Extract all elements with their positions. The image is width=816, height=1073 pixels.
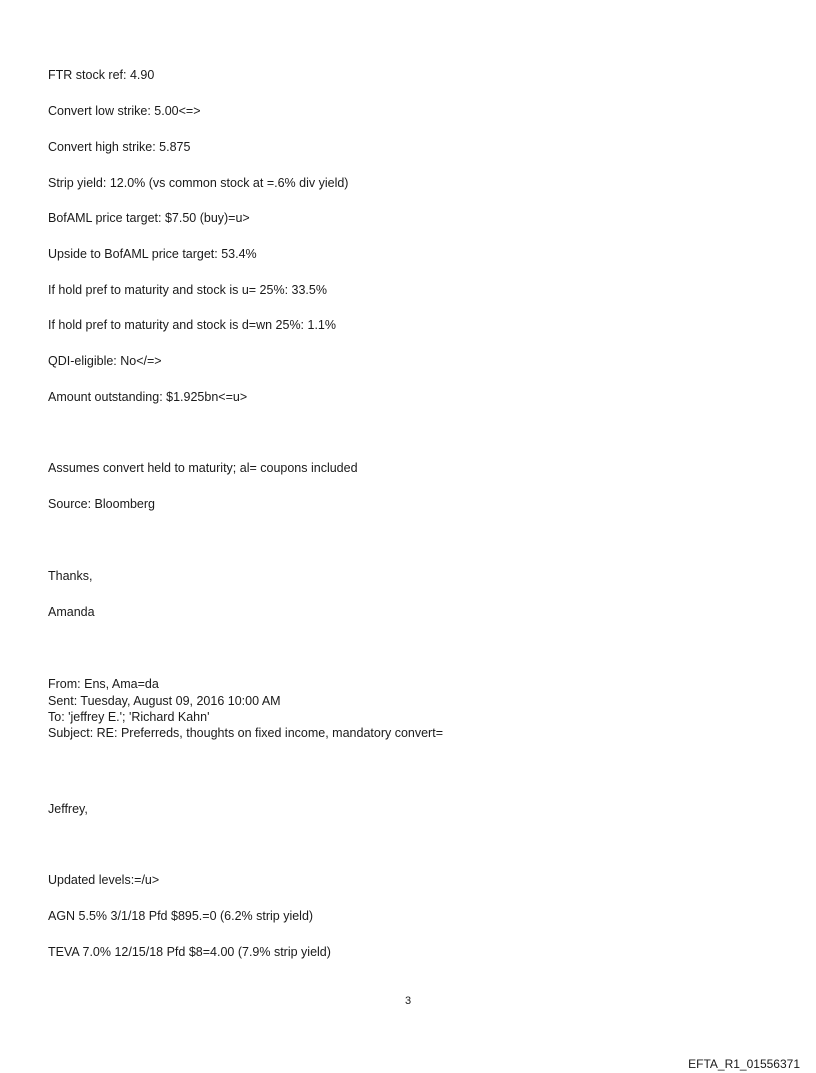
detail-line: BofAML price target: $7.50 (buy)=u> [48, 211, 250, 225]
detail-line: If hold pref to maturity and stock is d=wn 25%: 1.1% [48, 318, 336, 332]
detail-line: Convert high strike: 5.875 [48, 140, 191, 154]
document-id: EFTA_R1_01556371 [688, 1057, 800, 1071]
signoff-thanks: Thanks, [48, 569, 93, 583]
source-note: Source: Bloomberg [48, 497, 156, 511]
page-number: 3 [404, 995, 412, 1007]
detail-line: Convert low strike: 5.00<=> [48, 104, 201, 118]
levels-intro: Updated levels:=/u> [48, 873, 160, 887]
assumption-note: Assumes convert held to maturity; al= coupons included [48, 461, 358, 475]
detail-line: Amount outstanding: $1.925bn<=u> [48, 390, 248, 404]
email-to: To: 'jeffrey E.'; 'Richard Kahn' [48, 710, 210, 724]
level-line: AGN 5.5% 3/1/18 Pfd $895.=0 (6.2% strip yield) [48, 909, 314, 923]
email-subject: Subject: RE: Preferreds, thoughts on fixed income, mandatory convert= [48, 726, 443, 740]
detail-line: QDI-eligible: No</=> [48, 354, 162, 368]
email-from: From: Ens, Ama=da [48, 677, 159, 691]
detail-line: Strip yield: 12.0% (vs common stock at =.6% div yield) [48, 176, 349, 190]
detail-line: If hold pref to maturity and stock is u= 25%: 33.5% [48, 283, 327, 297]
detail-line: FTR stock ref: 4.90 [48, 68, 155, 82]
signoff-name: Amanda [48, 605, 95, 619]
level-line: TEVA 7.0% 12/15/18 Pfd $8=4.00 (7.9% strip yield) [48, 945, 331, 959]
detail-line: Upside to BofAML price target: 53.4% [48, 247, 257, 261]
greeting: Jeffrey, [48, 802, 88, 816]
email-sent: Sent: Tuesday, August 09, 2016 10:00 AM [48, 694, 281, 708]
